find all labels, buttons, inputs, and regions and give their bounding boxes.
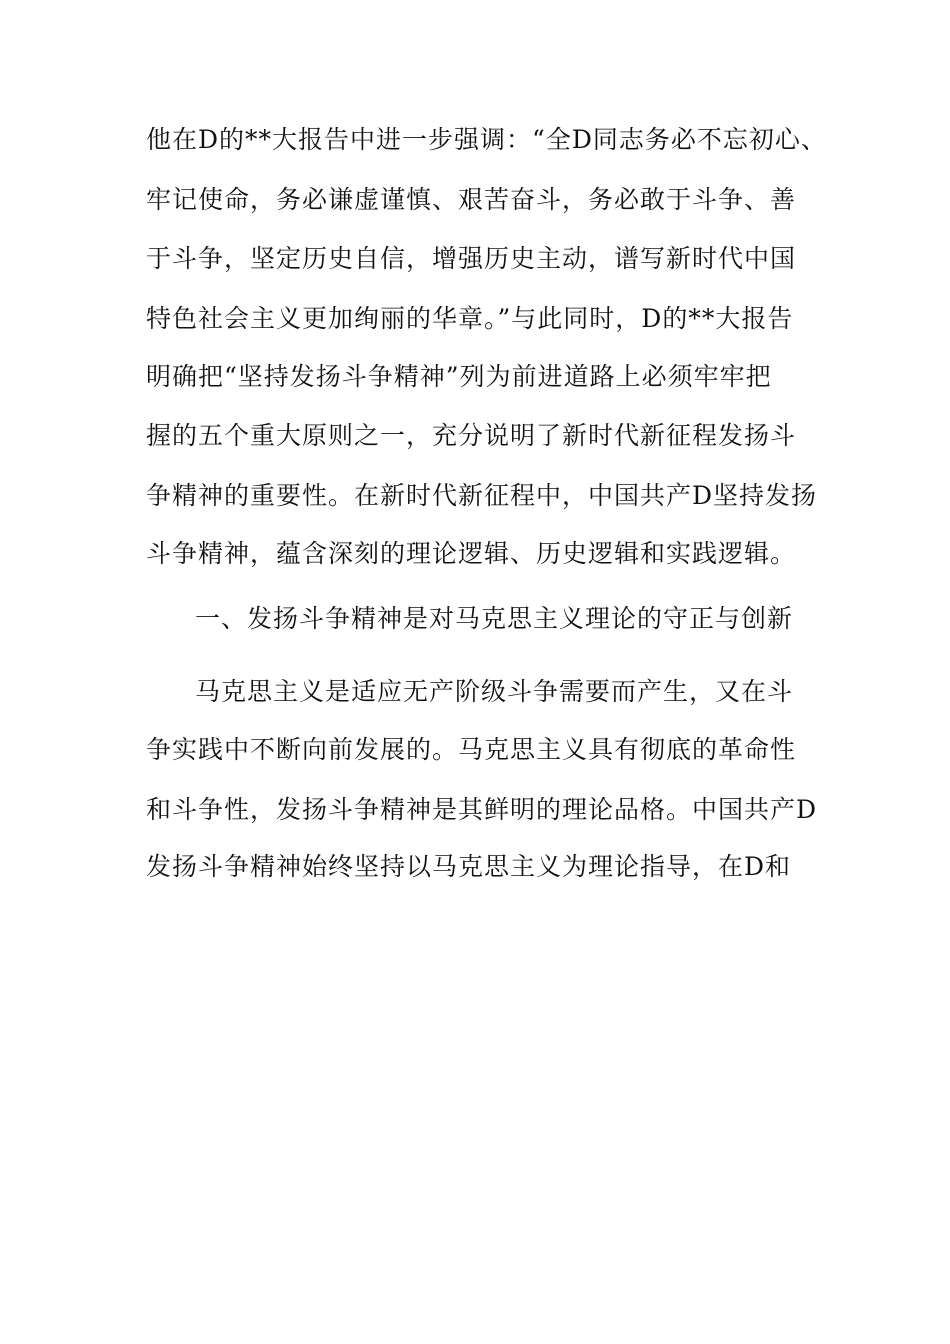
paragraph-line: 握的五个重大原则之一，充分说明了新时代新征程发扬斗 <box>146 421 797 450</box>
paragraph-line: 特色社会主义更加绚丽的华章。”与此同时，D的**大报告 <box>146 304 794 333</box>
paragraph-line: 和斗争性，发扬斗争精神是其鲜明的理论品格。中国共产D <box>146 795 818 824</box>
paragraph-line: 斗争精神，蕴含深刻的理论逻辑、历史逻辑和实践逻辑。 <box>146 539 797 568</box>
paragraph-line: 于斗争，坚定历史自信，增强历史主动，谱写新时代中国 <box>146 244 797 273</box>
section-heading: 一、发扬斗争精神是对马克思主义理论的守正与创新 <box>195 604 794 633</box>
paragraph-line: 他在D的**大报告中进一步强调：“全D同志务必不忘初心、 <box>146 125 827 154</box>
paragraph-line: 明确把“坚持发扬斗争精神”列为前进道路上必须牢牢把 <box>146 362 772 391</box>
paragraph-line: 牢记使命，务必谦虚谨慎、艰苦奋斗，务必敢于斗争、善 <box>146 185 797 214</box>
paragraph-line: 争实践中不断向前发展的。马克思主义具有彻底的革命性 <box>146 735 797 764</box>
paragraph-line: 争精神的重要性。在新时代新征程中，中国共产D坚持发扬 <box>146 481 818 510</box>
paragraph-line: 马克思主义是适应无产阶级斗争需要而产生，又在斗 <box>195 677 794 706</box>
paragraph-line: 发扬斗争精神始终坚持以马克思主义为理论指导，在D和 <box>146 852 792 881</box>
